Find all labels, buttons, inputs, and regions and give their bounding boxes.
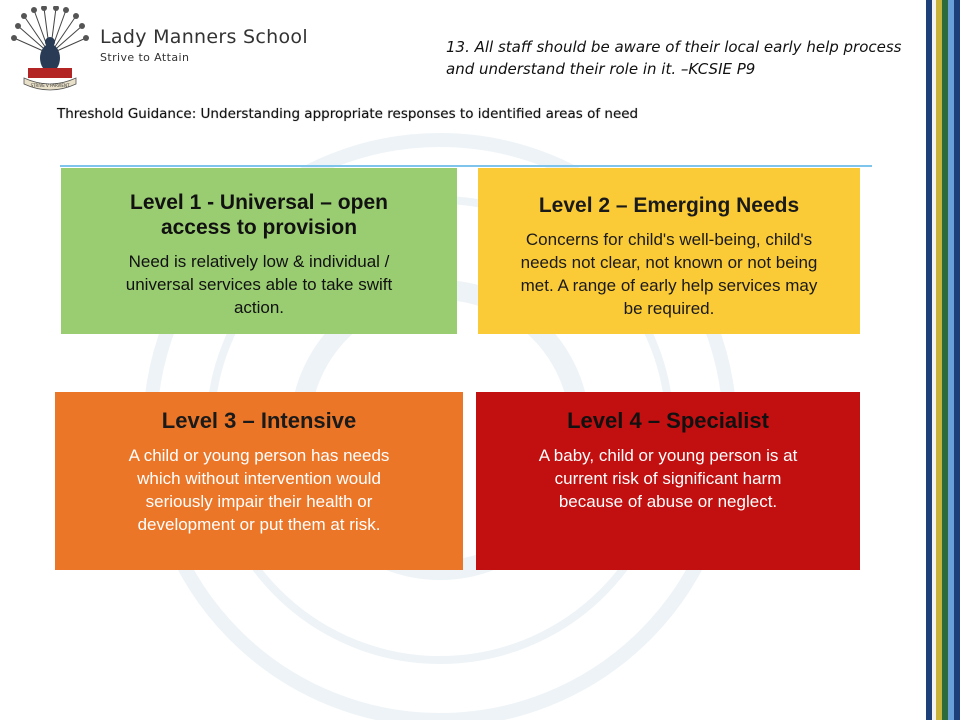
level-description-line: A baby, child or young person is at <box>538 446 798 465</box>
guidance-title: Threshold Guidance: Understanding appropriate responses to identified areas of need <box>57 106 639 122</box>
level-1-box <box>61 168 457 334</box>
level-description <box>521 228 818 320</box>
level-description-line: Concerns for child's well-being, child's <box>525 230 813 249</box>
level-title-line: Level 3 – Intensive <box>161 408 357 433</box>
level-description-line: which without intervention would <box>137 469 381 488</box>
level-description-line: be required. <box>623 299 715 318</box>
level-title-line: Level 1 - Universal – open <box>130 191 388 214</box>
level-description-line: because of abuse or neglect. <box>558 492 778 511</box>
level-4-box <box>476 392 860 570</box>
accent-line <box>60 165 872 167</box>
level-description-line: development or put them at risk. <box>137 515 381 534</box>
school-motto: Strive to Attain <box>100 51 190 64</box>
level-title-line: access to provision <box>160 216 358 239</box>
level-description-line: met. A range of early help services may <box>520 276 818 295</box>
level-description-line: seriously impair their health or <box>145 492 373 511</box>
school-name: Lady Manners School <box>100 26 308 48</box>
level-description <box>539 444 798 513</box>
level-description-line: universal services able to take swift <box>125 275 393 294</box>
level-title <box>539 193 799 218</box>
level-title-line: Level 4 – Specialist <box>567 408 769 433</box>
level-description-line: Need is relatively low & individual / <box>128 252 390 271</box>
level-2-box <box>478 168 860 334</box>
level-description <box>126 250 392 319</box>
level-title <box>130 190 388 240</box>
level-description-line: current risk of significant harm <box>554 469 782 488</box>
level-description-line: action. <box>233 298 285 317</box>
level-description-line: A child or young person has needs <box>128 446 390 465</box>
edge-stripes <box>926 0 960 720</box>
level-title-line: Level 2 – Emerging Needs <box>538 194 800 217</box>
level-description-line: needs not clear, not known or not being <box>520 253 818 272</box>
level-title <box>162 408 356 433</box>
level-3-box <box>55 392 463 570</box>
level-title <box>567 408 769 433</box>
svg-text:STRIVE V PARVIENT: STRIVE V PARVIENT <box>30 83 70 88</box>
peacock-crest-icon <box>10 6 90 92</box>
level-description <box>129 444 390 536</box>
kcsie-quote <box>446 36 916 80</box>
quote-line: 13. All staff should be aware of their local early help process <box>446 38 902 56</box>
quote-line: and understand their role in it. –KCSIE P9 <box>446 60 756 78</box>
